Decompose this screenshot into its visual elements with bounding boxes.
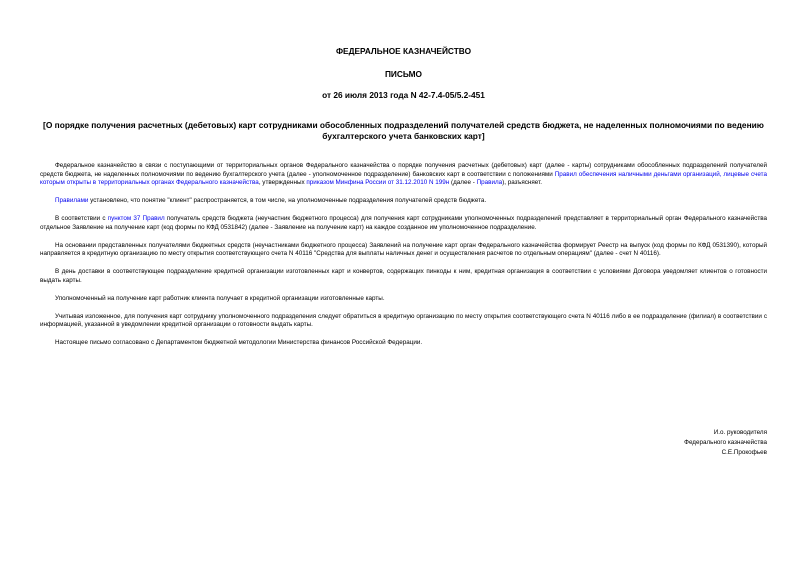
signature-position: И.о. руководителя [713,429,767,436]
document-title: [О порядке получения расчетных (дебетовых) карт сотрудниками обособленных подразделений получателей средств бюджета, не наделенных полномочиями по ведению бухгалтерского учета банковских карт] [43,120,764,141]
link-rules-cash-provision[interactable]: Правил обеспечения наличными деньгами организаций, лицевые счета которым открыты в территориальных органах Федерального казначейства [40,170,767,187]
link-rules[interactable]: Правила [476,179,503,187]
paragraph-4: На основании представленных получателями бюджетных средств (неучастниками бюджетного процесса) Заявлений на получение карт орган Федерального казначейства формирует Реестр на выпуск (код формы по КФД 0531390), который направляется в кредитную организацию по месту открытия соответствующего счета N 40116 "Средства для выплаты наличных денег и осуществления расчетов по отдельным операциям" (далее - счет N 40116). [40,241,767,258]
paragraph-8: Настоящее письмо согласовано с Департаментом бюджетной методологии Министерства финансов Российской Федерации. [55,339,423,347]
signature-name: С.Е.Прокофьев [721,449,767,457]
date-number-heading: от 26 июля 2013 года N 42-7.4-05/5.2-451 [322,90,485,100]
paragraph-1 [40,162,767,188]
paragraph-1-text-a: Федеральное казначейство в связи с поступающими от территориальных органов Федерального казначейства о порядке получения расчетных (дебетовых) карт (далее - карты) сотрудниками обособленных подразделений получателей средств бюджета, не наделенных полномочиями по ведению бухгалтерского учета (далее - уполномоченное подразделение) банковских карт в соответствии с положениями [40,162,767,178]
link-item-37-rules[interactable]: пунктом 37 Правил [107,215,165,223]
paragraph-1-text-c: (далее - [449,179,477,187]
document-type-heading: ПИСЬМО [384,69,423,79]
paragraph-2 [40,197,767,206]
paragraph-3-text-b: получатель средств бюджета (неучастник бюджетного процесса) для получения карт сотрудниками уполномоченных подразделений представляет в территориальный орган Федерального казначейства отдельное Заявление на получение карт (код формы по КФД 0531842) (далее - Заявление на получение карт) на каждое созданное им уполномоченное подразделение. [40,215,767,231]
paragraph-3-text-a: В соответствии с [55,215,108,223]
link-rules-2[interactable]: Правилами [55,197,89,205]
paragraph-6: Уполномоченный на получение карт работник клиента получает в кредитной организации изготовленные карты. [55,294,385,302]
signature-organization: Федерального казначейства [684,439,767,447]
paragraph-1-text-d: ), разъясняет. [502,179,543,187]
paragraph-5: В день доставки в соответствующее подразделение кредитной организации изготовленных карт и конвертов, содержащих пинкоды к ним, кредитная организация в соответствии с условиями Договора уведомляет клиентов о готовности выдать карты. [40,268,767,284]
paragraph-3 [40,215,767,232]
paragraph-7: Учитывая изложенное, для получения карт сотруднику уполномоченного подразделения следует обратиться в кредитную организацию по месту открытия соответствующего счета N 40116 либо в ее подразделение (филиал) в соответствии с информацией, указанной в уведомлении кредитной организации о готовности выдать карты. [40,312,767,329]
link-minfin-order[interactable]: приказом Минфина России от 31.12.2010 N 199н [306,179,450,187]
issuer-heading: ФЕДЕРАЛЬНОЕ КАЗНАЧЕЙСТВО [335,46,472,56]
signature-block [684,428,767,459]
paragraph-1-text-b: , утвержденных [258,179,307,187]
paragraph-2-text: установлено, что понятие "клиент" распространяется, в том числе, на уполномоченные подразделения получателей средств бюджета. [88,197,487,205]
document-body [40,162,767,357]
